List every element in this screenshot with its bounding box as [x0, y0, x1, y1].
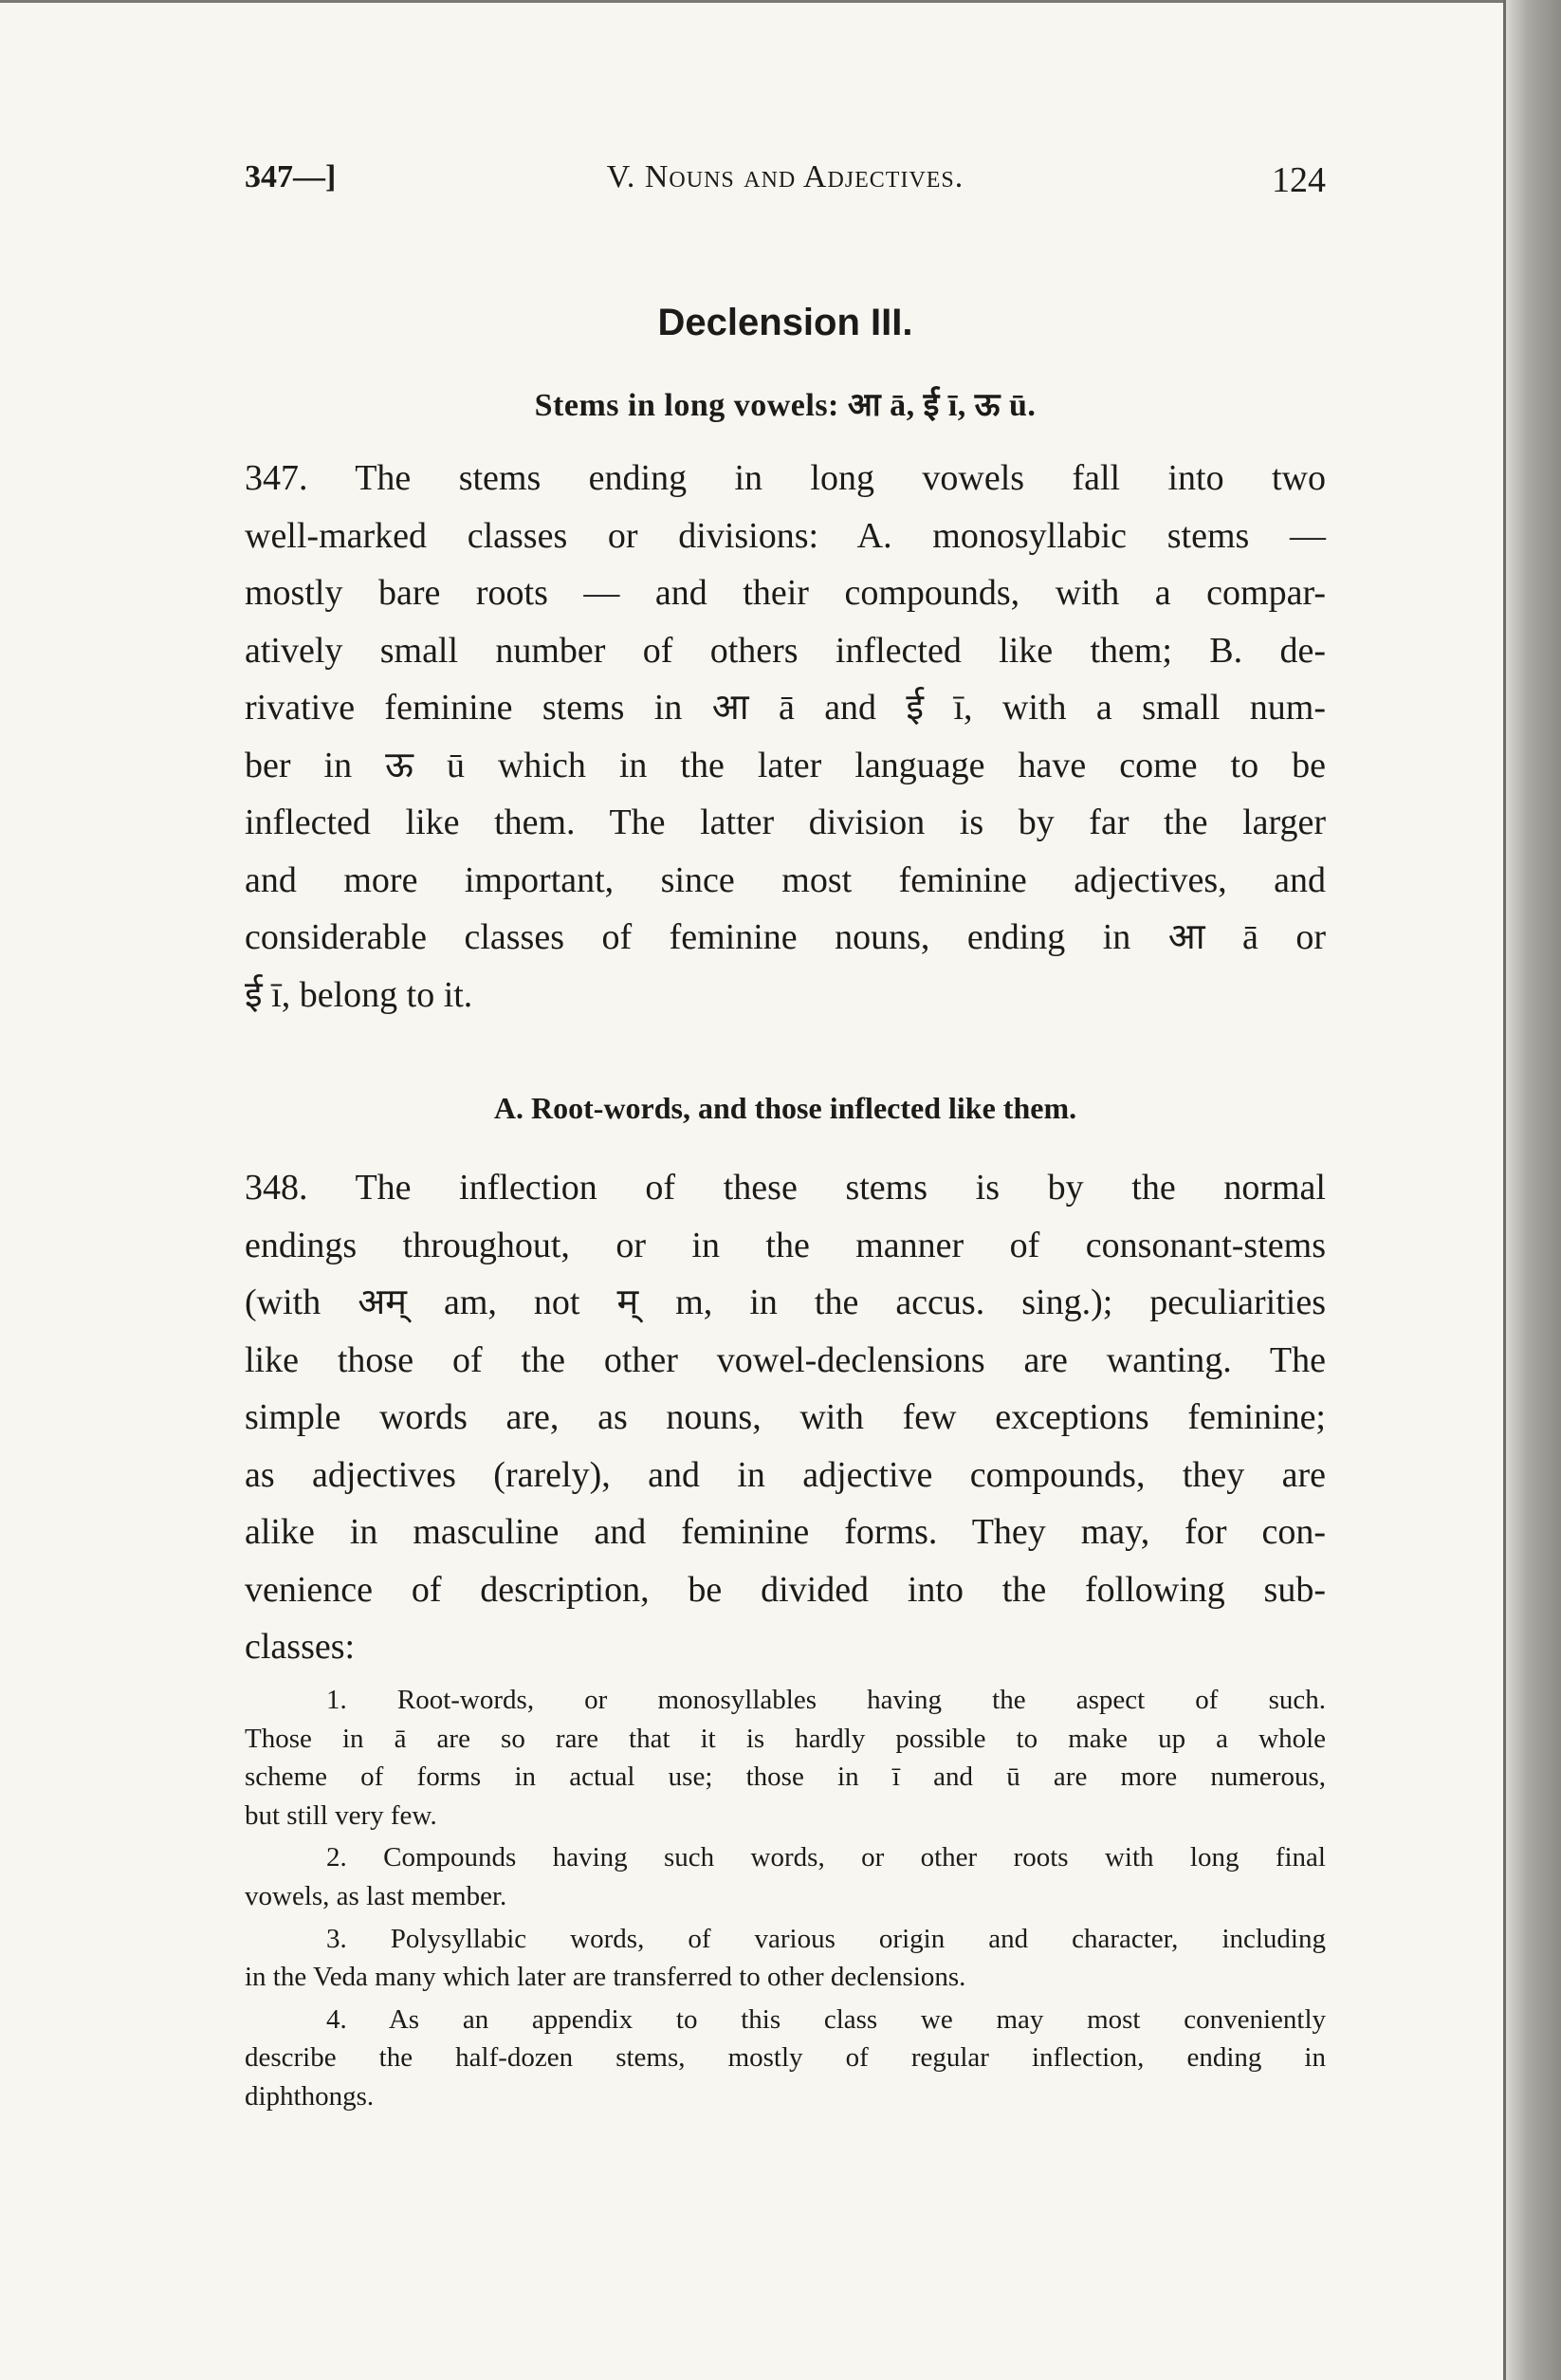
section-a-heading: A. Root-words, and those inflected like them. — [493, 1091, 1077, 1125]
running-head-section-ref: 347—] — [245, 159, 337, 194]
text-line: as adjectives (rarely), and in adjective compounds, they are — [245, 1454, 1326, 1495]
note-3 — [245, 1920, 1326, 1997]
running-head — [245, 159, 1326, 201]
text-line: rivative feminine stems in आ ā and ई ī, with a small num- — [245, 688, 1326, 728]
subclass-notes — [245, 1681, 1326, 2116]
declension-heading: Declension III. — [657, 302, 913, 343]
declension-subheading: Stems in long vowels: आ ā, ई ī, ऊ ū. — [534, 388, 1037, 423]
text-line: inflected like them. The latter division is by far the larger — [245, 803, 1326, 842]
note-1 — [245, 1681, 1326, 1835]
text-line: 348. The inflection of these stems is by the normal — [245, 1168, 1326, 1208]
text-line: endings throughout, or in the manner of consonant-stems — [245, 1225, 1326, 1265]
text-line: simple words are, as nouns, with few exceptions feminine; — [245, 1397, 1326, 1437]
note-line: describe the half-dozen stems, mostly of regular inflection, ending in — [245, 2042, 1326, 2074]
text-line: (with अम् am, not म् m, in the accus. sing.); peculiarities — [245, 1282, 1326, 1322]
page-number: 124 — [1272, 160, 1326, 200]
text-line: well-marked classes or divisions: A. monosyllabic stems — — [245, 515, 1326, 556]
running-head-chapter: V. Nouns and Adjectives. — [606, 159, 964, 194]
paragraph-347 — [245, 450, 1326, 1024]
note-line: 1. Root-words, or monosyllables having the aspect of such. — [326, 1685, 1326, 1715]
note-line: but still very few. — [245, 1799, 437, 1831]
note-line: 3. Polysyllabic words, of various origin and character, including — [326, 1923, 1326, 1954]
text-line: mostly bare roots — and their compounds, with a compar- — [245, 573, 1326, 613]
note-4 — [245, 2001, 1326, 2116]
text-line: considerable classes of feminine nouns, ending in आ ā or — [245, 917, 1326, 957]
text-line: and more important, since most feminine adjectives, and — [245, 859, 1326, 900]
text-line: 347. The stems ending in long vowels fall into two — [245, 458, 1326, 498]
text-line: ber in ऊ ū which in the later language have come to be — [245, 745, 1326, 785]
text-line: atively small number of others inflected like them; B. de- — [245, 630, 1326, 671]
top-scan-edge — [0, 0, 1561, 3]
text-line: like those of the other vowel-declensions are wanting. The — [245, 1339, 1326, 1380]
note-line: 2. Compounds having such words, or other roots with long final — [326, 1842, 1326, 1873]
text-line: ई ī, belong to it. — [245, 974, 473, 1015]
note-line: diphthongs. — [245, 2080, 375, 2112]
note-2 — [245, 1838, 1326, 1915]
note-line: vowels, as last member. — [245, 1880, 507, 1911]
text-line: alike in masculine and feminine forms. They may, for con- — [245, 1512, 1326, 1552]
page-gutter-shadow — [1506, 0, 1561, 2380]
paragraph-348 — [245, 1159, 1326, 1676]
note-line: 4. As an appendix to this class we may most conveniently — [326, 2003, 1326, 2035]
text-line: venience of description, be divided into the following sub- — [245, 1569, 1326, 1610]
note-line: Those in ā are so rare that it is hardly possible to make up a whole — [245, 1723, 1326, 1754]
note-line: scheme of forms in actual use; those in ī and ū are more numerous, — [245, 1762, 1326, 1793]
text-line: classes: — [245, 1627, 356, 1667]
note-line: in the Veda many which later are transferred to other declensions. — [245, 1962, 966, 1993]
